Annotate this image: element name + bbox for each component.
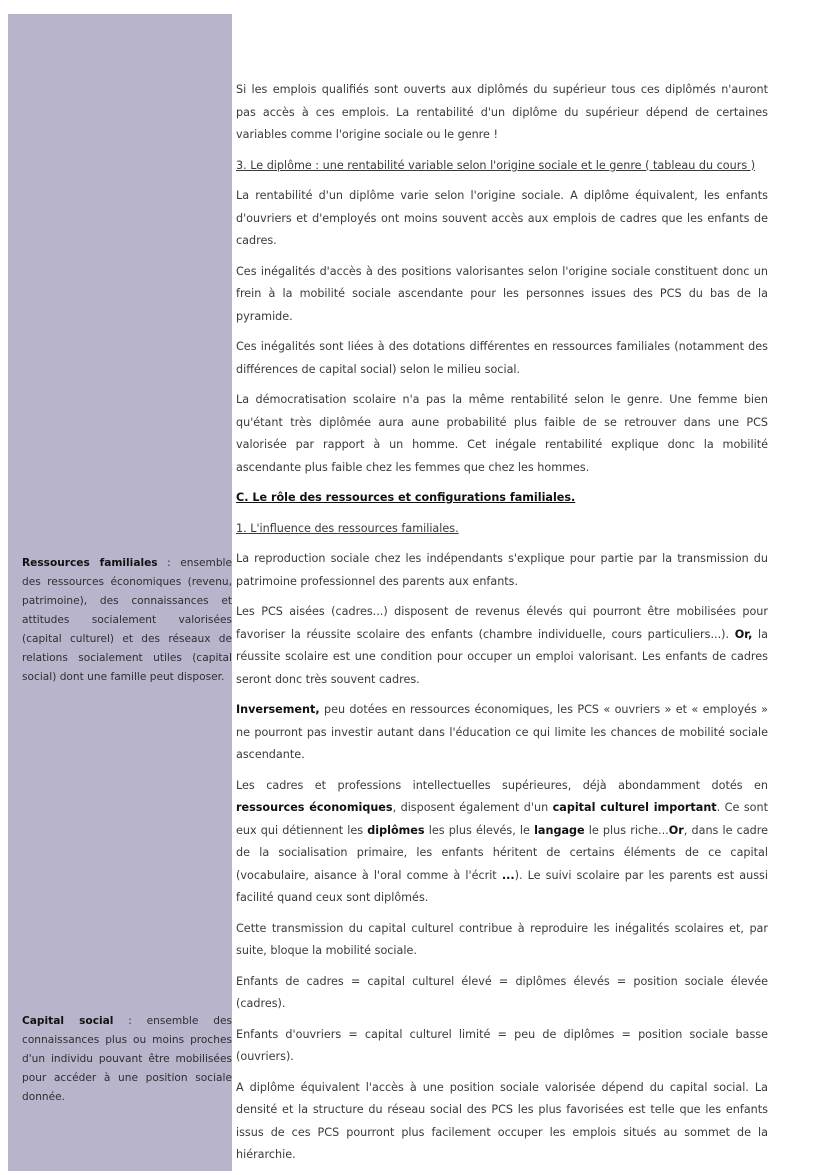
paragraph: La démocratisation scolaire n'a pas la même rentabilité selon le genre. Une femme bien qu'étant très diplômée aura aune probabilité plus faible de se retrouver dans une PCS valorisée par rapport à un homme. Cet inégale rentabilité explique donc la mobilité ascendante plus faible chez les femmes que chez les hommes. [236,393,768,474]
bold-text: ... [501,868,515,882]
paragraph: Ces inégalités sont liées à des dotations différentes en ressources familiales (notamment des différences de capital social) selon le milieu social. [236,340,768,376]
text-run: , dans le cadre de la socialisation primaire, les enfants héritent de certains éléments de ce capital (vocabulaire, aisance à l'oral comme à l'écrit [236,823,769,882]
text-run: la réussite scolaire est une condition pour occuper un emploi valorisant. Les enfants de cadres seront donc très souvent cadres. [236,627,768,686]
text-run: ). Le suivi scolaire par les parents est aussi facilité quand ceux sont diplômés. [236,868,768,904]
bold-text: diplômes [367,823,425,837]
margin-sidebar [8,14,232,1171]
paragraph: La rentabilité d'un diplôme varie selon l'origine sociale. A diplôme équivalent, les enfants d'ouvriers et d'employés ont moins souvent accès aux emplois de cadres que les enfants de cadres. [236,189,768,247]
definition-ressources-familiales [22,554,232,687]
paragraph [236,775,768,910]
definition-term: Capital social [22,1015,114,1027]
subsection-heading-1: 1. L'influence des ressources familiales. [236,521,459,535]
text-run: peu dotées en ressources économiques, les PCS « ouvriers » et « employés » ne pourront pas investir autant dans l'éducation ce qui limite les chances de mobilité sociale ascendante. [236,703,768,761]
section-heading-c: C. Le rôle des ressources et configurations familiales. [236,491,576,504]
bold-text: Or, [734,627,753,641]
text-run: Les PCS aisées (cadres...) disposent de revenus élevés qui pourront être mobilisées pour favoriser la réussite scolaire des enfants (chambre individuelle, cours particuliers...). [236,605,768,641]
text-run: , disposent également d'un [392,801,553,814]
main-content [236,79,768,1175]
paragraph: Enfants de cadres = capital culturel élevé = diplômes élevés = position sociale élevée (cadres). [236,974,768,1010]
bold-text: capital culturel important [552,801,717,814]
definition-capital-social [22,1012,232,1107]
text-run: les plus élevés, le [424,823,535,837]
paragraph: La reproduction sociale chez les indépendants s'explique pour partie par la transmission du patrimoine professionnel des parents aux enfants. [236,552,768,588]
bold-text: ressources économiques [236,801,393,814]
text-run: . Ce sont eux qui détiennent les [236,801,768,837]
text-run: le plus riche... [584,823,669,837]
definition-text: : ensemble des connaissances plus ou moins proches d'un individu pouvant être mobilisées pour accéder à une position sociale donnée. [22,1015,232,1103]
bold-text: langage [534,823,585,837]
text-run: Les cadres et professions intellectuelles supérieures, déjà abondamment dotés en [236,778,768,792]
definition-text: : ensemble des ressources économiques (revenu, patrimoine), des connaissances et attitudes socialement valorisées (capital culturel) et des réseaux de relations socialement utiles (capital social) dont une famille peut disposer. [22,557,233,683]
paragraph: Ces inégalités d'accès à des positions valorisantes selon l'origine sociale constituent donc un frein à la mobilité sociale ascendante pour les personnes issues des PCS du bas de la pyramide. [236,264,768,323]
definition-term: Ressources familiales [22,557,158,569]
section-heading-3: 3. Le diplôme : une rentabilité variable selon l'origine sociale et le genre ( tableau du cours ) [236,158,756,172]
paragraph: Cette transmission du capital culturel contribue à reproduire les inégalités scolaires et, par suite, bloque la mobilité sociale. [236,921,768,957]
bold-text: Inversement, [236,703,320,716]
paragraph [236,699,768,767]
paragraph: A diplôme équivalent l'accès à une position sociale valorisée dépend du capital social. La densité et la structure du réseau social des PCS les plus favorisées est telle que les enfants issus de ces PCS pourront plus facilement occuper les emplois situés au sommet de la hiérarchie. [236,1080,768,1161]
paragraph: Si les emplois qualifiés sont ouverts aux diplômés du supérieur tous ces diplômés n'auront pas accès à ces emplois. La rentabilité d'un diplôme du supérieur dépend de certaines variables comme l'origine sociale ou le genre ! [236,83,768,141]
paragraph [236,601,768,691]
paragraph: Enfants d'ouvriers = capital culturel limité = peu de diplômes = position sociale basse (ouvriers). [236,1027,768,1063]
bold-text: Or [668,823,684,837]
